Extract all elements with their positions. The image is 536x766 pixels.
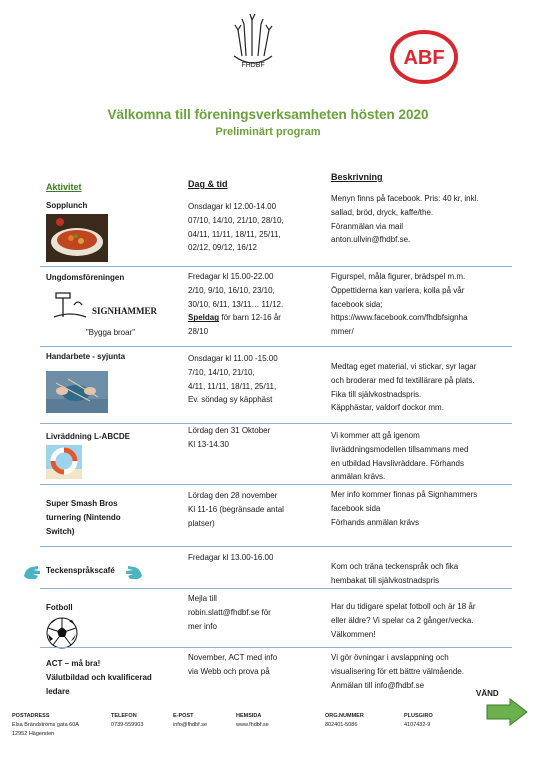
day-time-text	[188, 270, 283, 339]
footer-value: www.fhdbf.se	[236, 722, 269, 728]
footer-label: POSTADRESS	[12, 713, 50, 719]
activity-name: Livräddning L-ABCDE	[46, 432, 130, 441]
day-time-text: Lördag den 31 Oktober Kl 13-14.30	[188, 426, 271, 449]
activity-name: Handarbete - syjunta	[46, 352, 126, 361]
row-divider	[40, 266, 512, 267]
day-time-main: Fredagar kl 15.00-22.00 2/10, 9/10, 16/10, 23/10, 30/10, 6/11, 13/11… 11/12.	[188, 272, 284, 309]
footer-value: 4107432-9	[404, 722, 431, 728]
footer-hemsida	[236, 712, 269, 730]
lifebuoy-icon	[46, 445, 82, 479]
day-time-text: Onsdagar kl 11.00 -15.00 7/10, 14/10, 21/10, 4/11, 11/11, 18/11, 25/11, Ev. söndag sy käpphäst	[188, 354, 278, 405]
description-text: Medtag eget material, vi stickar, syr lagar och broderar med fd textillärare på plats. Fika till självkostnadspris. Käpphästar, valdorf dockor mm.	[331, 362, 477, 413]
svg-text:FHDBF: FHDBF	[241, 62, 265, 69]
signhammer-logo-text: SIGNHAMMER	[92, 306, 157, 316]
page-subtitle: Preliminärt program	[215, 126, 321, 138]
activity-name: Ungdomsföreningen	[46, 273, 125, 282]
column-header-activity: Aktivitet	[46, 182, 82, 192]
activity-name: Super Smash Bros turnering (Nintendo Switch)	[46, 499, 121, 536]
sign-hand-icon	[20, 562, 42, 584]
footer-label: ORG.NUMMER	[325, 713, 364, 719]
footer-label: E-POST	[173, 713, 194, 719]
footer-label: PLUSGIRO	[404, 713, 433, 719]
footer-orgnummer	[325, 712, 364, 730]
row-divider	[40, 423, 512, 424]
day-time-text: Fredagar kl 13.00-16.00	[188, 553, 274, 562]
svg-text:ABF: ABF	[403, 47, 445, 69]
column-header-day-time: Dag & tid	[188, 179, 228, 189]
description-text: Menyn finns på facebook. Pris: 40 kr, inkl. sallad, bröd, dryck, kaffe/the. Föranmälan via mail anton.ullvin@fhdbf.se.	[331, 194, 479, 245]
description-text: Kom och träna teckenspråk och fika hembakat till självkostnadspris	[331, 562, 459, 585]
activity-subtext: Välutbildad och kvalificerad ledare	[46, 673, 152, 696]
footer-label: TELEFON	[111, 713, 137, 719]
description-text: Har du tidigare spelat fotboll och är 18 år eller äldre? Vi spelar ca 2 gånger/vecka. Välkommen!	[331, 602, 476, 639]
sign-hand-icon	[124, 562, 146, 584]
arrow-right-icon	[486, 698, 528, 726]
speldag-label: Speldag	[188, 313, 220, 323]
abf-logo	[389, 29, 459, 85]
day-time-text: Mejla till robin.slatt@fhdbf.se för mer info	[188, 594, 271, 631]
row-divider	[40, 647, 512, 648]
tagline-text: ”Bygga broar”	[86, 328, 135, 337]
activity-name: Fotboll	[46, 603, 73, 612]
description-text: Vi gör övningar i avslappning och visualisering för ett bättre välmående. Anmälan till info@fhdbf.se	[331, 653, 464, 690]
football-icon	[46, 617, 78, 649]
fhdbf-logo	[222, 10, 284, 74]
footer-value: 802401-5086	[325, 722, 358, 728]
speldag-text: för barn 12-16 år 28/10	[188, 313, 281, 337]
footer-plusgiro	[404, 712, 433, 730]
page-title: Välkomna till föreningsverksamheten hösten 2020	[107, 107, 429, 122]
footer-value: 0739-559903	[111, 722, 144, 728]
knitting-image	[46, 371, 108, 413]
description-text: Vi kommer att gå igenom livräddningsmodellen tillsammans med en utbildad Havslivräddare. Förhands anmälan krävs.	[331, 431, 469, 482]
row-divider	[40, 546, 512, 547]
footer-telefon	[111, 712, 143, 730]
activity-name: Teckenspråkscafé	[46, 566, 115, 575]
turn-over-label: VÄND	[476, 689, 499, 698]
footer-value: Elsa Brändströms gata 60A 12952 Hägersten	[12, 722, 79, 737]
day-time-text: Lördag den 28 november Kl 11-16 (begränsade antal platser)	[188, 491, 284, 528]
row-divider	[40, 484, 512, 485]
activity-name: ACT – må bra!	[46, 659, 101, 668]
footer-epost	[173, 712, 207, 730]
activity-name: Sopplunch	[46, 201, 88, 210]
footer-label: HEMSIDA	[236, 713, 262, 719]
row-divider	[40, 346, 512, 347]
day-time-text: Onsdagar kl 12.00-14.00 07/10, 14/10, 21/10, 28/10, 04/11, 11/11, 18/11, 25/11, 02/12, 09/12, 16/12	[188, 202, 284, 253]
description-text: Figurspel, måla figurer, brädspel m.m. Öppettiderna kan variera, kolla på vår facebook sida; https://www.facebook.com/fhdbfsignha mmer/	[331, 272, 468, 337]
signhammer-icon	[50, 287, 90, 323]
description-text: Mer info kommer finnas på Signhammers facebook sida Förhands anmälan krävs	[331, 490, 478, 527]
soup-image	[46, 214, 108, 262]
footer-postadress	[12, 712, 79, 739]
column-header-description: Beskrivning	[331, 172, 383, 182]
row-divider	[40, 588, 512, 589]
day-time-text: November, ACT med info via Webb och prova på	[188, 653, 278, 676]
footer-value: info@fhdbf.se	[173, 722, 208, 728]
